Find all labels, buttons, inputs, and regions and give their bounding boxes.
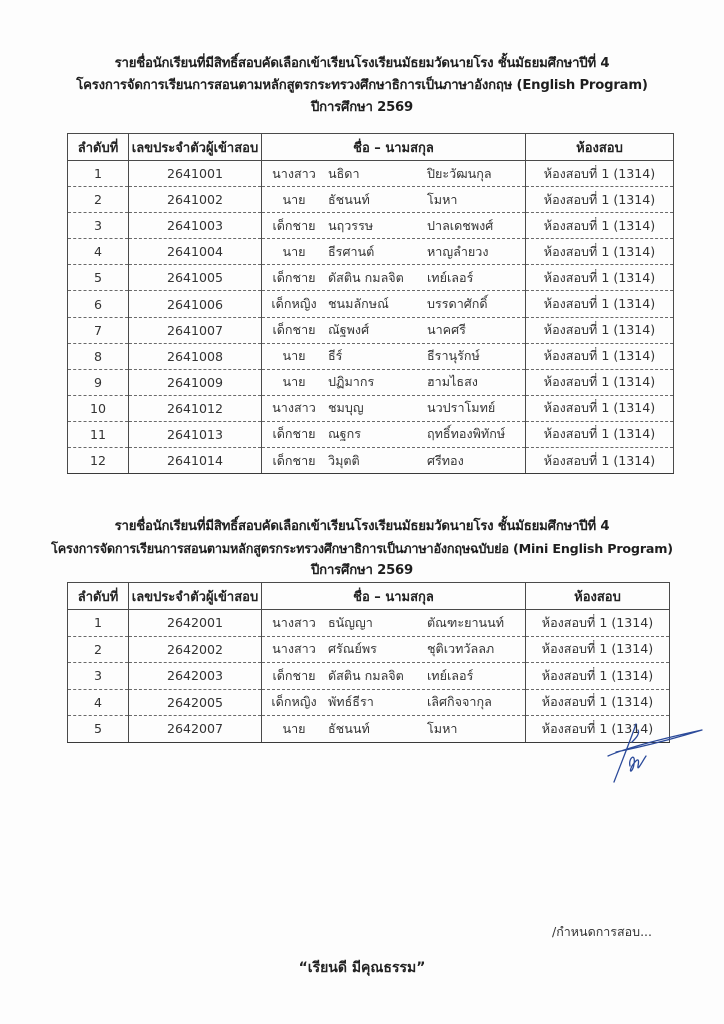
cell-seq: 10 [68,395,129,421]
cell-exam-room: ห้องสอบที่ 1 (1314) [526,369,674,395]
first-name: นธิดา [328,165,360,181]
last-name: โมหา [427,191,458,207]
header-exam-room: ห้องสอบ [526,134,674,161]
name-prefix: เด็กชาย [272,667,316,683]
table-body [68,161,674,474]
cell-full-name [262,421,526,447]
name-prefix: เด็กหญิง [271,296,317,312]
cell-seq: 3 [68,213,129,239]
cell-seq: 1 [68,610,129,637]
first-name: ธีรศานต์ [328,243,375,259]
first-name: พัทธ์ธีรา [328,694,374,710]
cell-exam-room: ห้องสอบที่ 1 (1314) [526,239,674,265]
cell-exam-id: 2641001 [129,161,262,187]
cell-seq: 5 [68,265,129,291]
last-name: ปาลเดชพงศ์ [427,217,494,233]
name-prefix: นาย [282,191,306,207]
table-row [68,421,674,447]
table-row [68,187,674,213]
signature-image [606,722,706,786]
first-name: ธัชนนท์ [328,720,370,736]
cell-exam-id: 2641006 [129,291,262,317]
continuation-note: /กำหนดการสอบ... [552,924,652,939]
first-name: ณฐกร [328,426,362,442]
cell-exam-id: 2642007 [129,716,262,743]
table-row [68,610,670,637]
last-name: หาญลำยวง [427,243,489,259]
name-prefix: นาย [282,374,306,390]
cell-exam-room: ห้องสอบที่ 1 (1314) [526,213,674,239]
table-row [68,689,670,716]
cell-full-name [262,161,526,187]
cell-seq: 4 [68,239,129,265]
cell-seq: 12 [68,448,129,474]
table-row [68,343,674,369]
table-row [68,369,674,395]
first-name: วิมุตติ [328,452,360,468]
cell-full-name [262,636,526,663]
table-row [68,265,674,291]
first-name: ดัสติน กมลจิต [328,269,404,285]
name-prefix: เด็กชาย [272,217,316,233]
name-prefix: นาย [282,720,306,736]
name-prefix: เด็กชาย [272,452,316,468]
cell-full-name [262,291,526,317]
table-row [68,395,674,421]
last-name: ตัณฑะยานนท์ [427,614,505,630]
table-body [68,610,670,743]
cell-exam-room: ห้องสอบที่ 1 (1314) [526,663,670,690]
table-row [68,213,674,239]
last-name: ปิยะวัฒนกุล [427,165,492,181]
name-prefix: เด็กชาย [272,269,316,285]
table-row [68,448,674,474]
cell-seq: 2 [68,636,129,663]
cell-seq: 4 [68,689,129,716]
section2-title-line-2: โครงการจัดการเรียนการสอนตามหลักสูตรกระทรวงศึกษาธิการเป็นภาษาอังกฤษฉบับย่อ (Mini English Program) [51,541,673,556]
cell-exam-id: 2641004 [129,239,262,265]
cell-exam-room: ห้องสอบที่ 1 (1314) [526,291,674,317]
cell-exam-id: 2641009 [129,369,262,395]
first-name: ดัสติน กมลจิต [328,667,404,683]
cell-exam-id: 2642002 [129,636,262,663]
first-name: ปฏิมากร [328,374,375,390]
cell-seq: 5 [68,716,129,743]
mini-english-program-table [67,582,670,743]
name-prefix: นาย [282,348,306,364]
table-header-row [68,134,674,161]
table-row [68,716,670,743]
cell-full-name [262,265,526,291]
last-name: โมหา [427,720,458,736]
table-row [68,239,674,265]
cell-exam-id: 2641014 [129,448,262,474]
cell-exam-room: ห้องสอบที่ 1 (1314) [526,448,674,474]
cell-exam-room: ห้องสอบที่ 1 (1314) [526,636,670,663]
cell-exam-id: 2641008 [129,343,262,369]
name-prefix: นางสาว [272,641,316,657]
cell-exam-id: 2641007 [129,317,262,343]
cell-seq: 9 [68,369,129,395]
cell-exam-room: ห้องสอบที่ 1 (1314) [526,421,674,447]
name-prefix: นางสาว [272,400,316,416]
section1-title-line-3: ปีการศึกษา 2569 [311,100,413,115]
last-name: เทย์เลอร์ [427,667,474,683]
cell-exam-id: 2642001 [129,610,262,637]
cell-full-name [262,689,526,716]
cell-full-name [262,317,526,343]
last-name: เทย์เลอร์ [427,269,474,285]
cell-seq: 11 [68,421,129,447]
header-full-name: ชื่อ – นามสกุล [262,583,526,610]
section2-title-line-3: ปีการศึกษา 2569 [311,563,413,578]
cell-exam-id: 2641013 [129,421,262,447]
table-header-row [68,583,670,610]
last-name: ฮามไธสง [427,374,478,390]
cell-exam-room: ห้องสอบที่ 1 (1314) [526,689,670,716]
first-name: ชนมลักษณ์ [328,296,389,312]
name-prefix: เด็กหญิง [271,694,317,710]
name-prefix: เด็กชาย [272,426,316,442]
cell-full-name [262,239,526,265]
cell-exam-room: ห้องสอบที่ 1 (1314) [526,716,670,743]
cell-full-name [262,663,526,690]
cell-full-name [262,369,526,395]
cell-exam-id: 2642005 [129,689,262,716]
cell-exam-room: ห้องสอบที่ 1 (1314) [526,317,674,343]
cell-full-name [262,395,526,421]
name-prefix: นางสาว [272,614,316,630]
header-exam-room: ห้องสอบ [526,583,670,610]
cell-exam-id: 2641005 [129,265,262,291]
last-name: นวปราโมทย์ [427,400,496,416]
table-row [68,161,674,187]
cell-full-name [262,213,526,239]
name-prefix: นาย [282,243,306,259]
cell-exam-id: 2641012 [129,395,262,421]
cell-full-name [262,610,526,637]
section1-title [0,53,724,119]
cell-exam-room: ห้องสอบที่ 1 (1314) [526,187,674,213]
cell-full-name [262,448,526,474]
cell-exam-room: ห้องสอบที่ 1 (1314) [526,395,674,421]
section1-title-line-1: รายชื่อนักเรียนที่มีสิทธิ์สอบคัดเลือกเข้าเรียนโรงเรียนมัธยมวัดนายโรง ชั้นมัธยมศึกษาปีที่ 4 [114,56,610,71]
cell-full-name [262,716,526,743]
last-name: บรรดาศักดิ์ [427,296,488,312]
section1-title-line-2: โครงการจัดการเรียนการสอนตามหลักสูตรกระทรวงศึกษาธิการเป็นภาษาอังกฤษ (English Program) [76,78,648,93]
last-name: ศรีทอง [427,452,464,468]
cell-full-name [262,343,526,369]
last-name: นาคศรี [427,322,466,338]
cell-seq: 7 [68,317,129,343]
name-prefix: เด็กชาย [272,322,316,338]
cell-full-name [262,187,526,213]
header-seq: ลำดับที่ [68,583,129,610]
cell-seq: 1 [68,161,129,187]
cell-exam-room: ห้องสอบที่ 1 (1314) [526,610,670,637]
cell-exam-room: ห้องสอบที่ 1 (1314) [526,161,674,187]
cell-seq: 2 [68,187,129,213]
first-name: ธัชนนท์ [328,191,370,207]
school-motto: “เรียนดี มีคุณธรรม” [298,960,426,976]
last-name: เลิศกิจจากุล [427,694,492,710]
table-row [68,291,674,317]
first-name: นฤวรรษ [328,217,374,233]
last-name: ฤทธิ์ทองพิทักษ์ [427,426,506,442]
last-name: ธีรานุรักษ์ [427,348,480,364]
table-row [68,636,670,663]
cell-seq: 6 [68,291,129,317]
first-name: ณัฐพงศ์ [328,322,370,338]
first-name: ชมบุญ [328,400,364,416]
english-program-table [67,133,674,474]
cell-exam-id: 2641003 [129,213,262,239]
header-exam-id: เลขประจำตัวผู้เข้าสอบ [129,134,262,161]
cell-seq: 8 [68,343,129,369]
first-name: ธีร์ [328,348,343,364]
last-name: ชุติเวทวัลลภ [427,641,495,657]
cell-exam-room: ห้องสอบที่ 1 (1314) [526,343,674,369]
section2-title-line-1: รายชื่อนักเรียนที่มีสิทธิ์สอบคัดเลือกเข้าเรียนโรงเรียนมัธยมวัดนายโรง ชั้นมัธยมศึกษาปีที่ 4 [114,519,610,534]
cell-seq: 3 [68,663,129,690]
first-name: ศรัณย์พร [328,641,377,657]
name-prefix: นางสาว [272,165,316,181]
cell-exam-room: ห้องสอบที่ 1 (1314) [526,265,674,291]
cell-exam-id: 2641002 [129,187,262,213]
header-seq: ลำดับที่ [68,134,129,161]
first-name: ธนัญญา [328,614,373,630]
header-exam-id: เลขประจำตัวผู้เข้าสอบ [129,583,262,610]
header-full-name: ชื่อ – นามสกุล [262,134,526,161]
table-row [68,317,674,343]
section2-title [0,516,724,582]
cell-exam-id: 2642003 [129,663,262,690]
table-row [68,663,670,690]
